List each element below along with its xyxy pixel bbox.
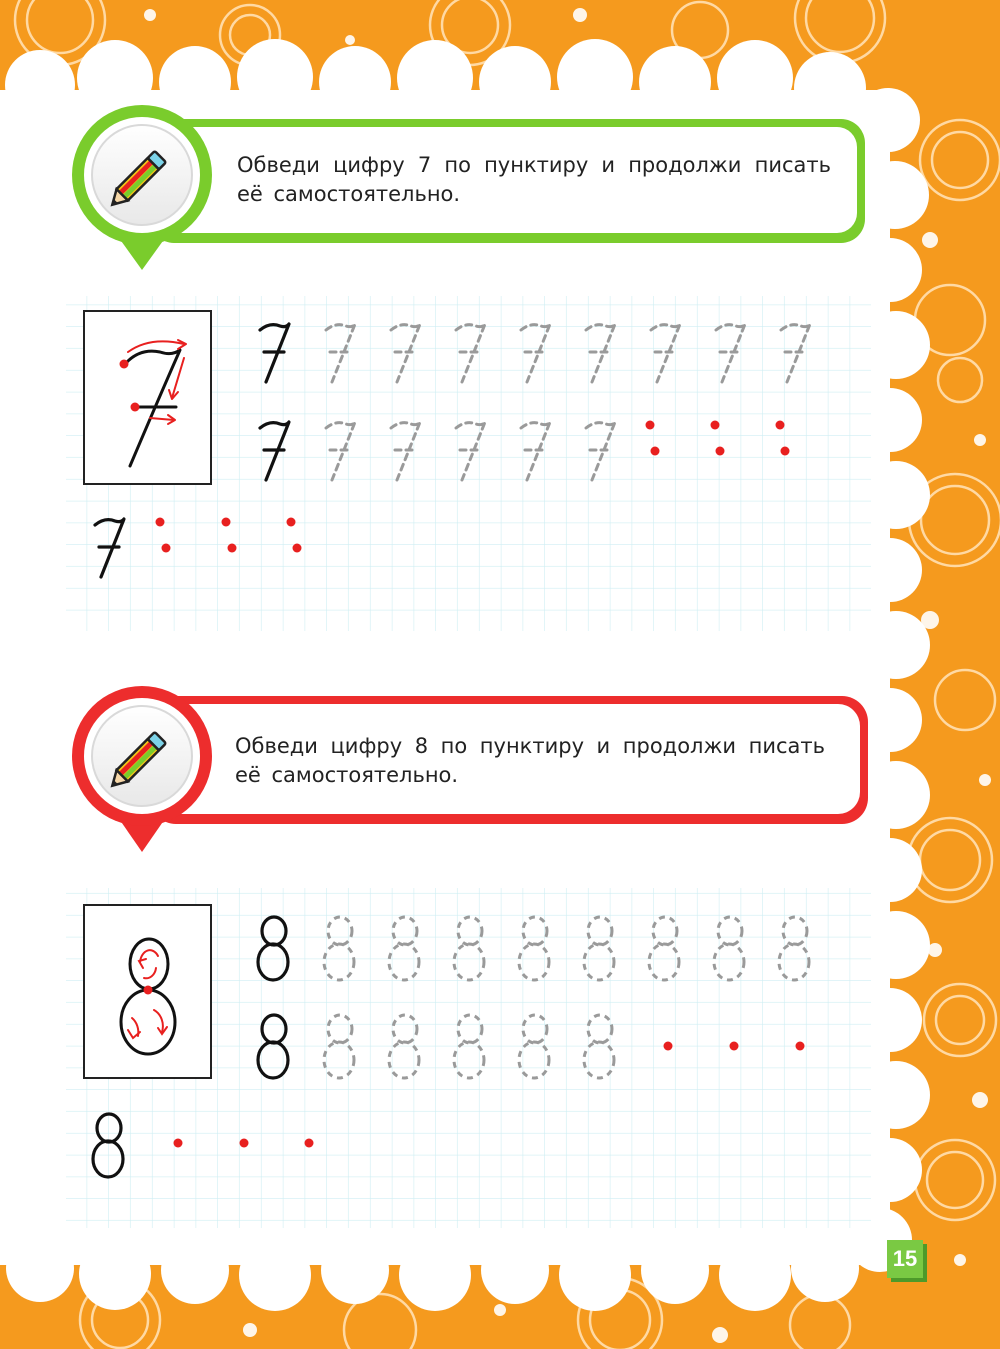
task2-instruction: Обведи цифру 8 по пунктиру и продолжи писать её самостоятельно.: [235, 734, 825, 787]
grid-task2: [66, 888, 871, 1228]
page-number: 15: [887, 1240, 923, 1278]
task1-instruction: Обведи цифру 7 по пунктиру и продолжи писать её самостоятельно.: [237, 153, 831, 206]
